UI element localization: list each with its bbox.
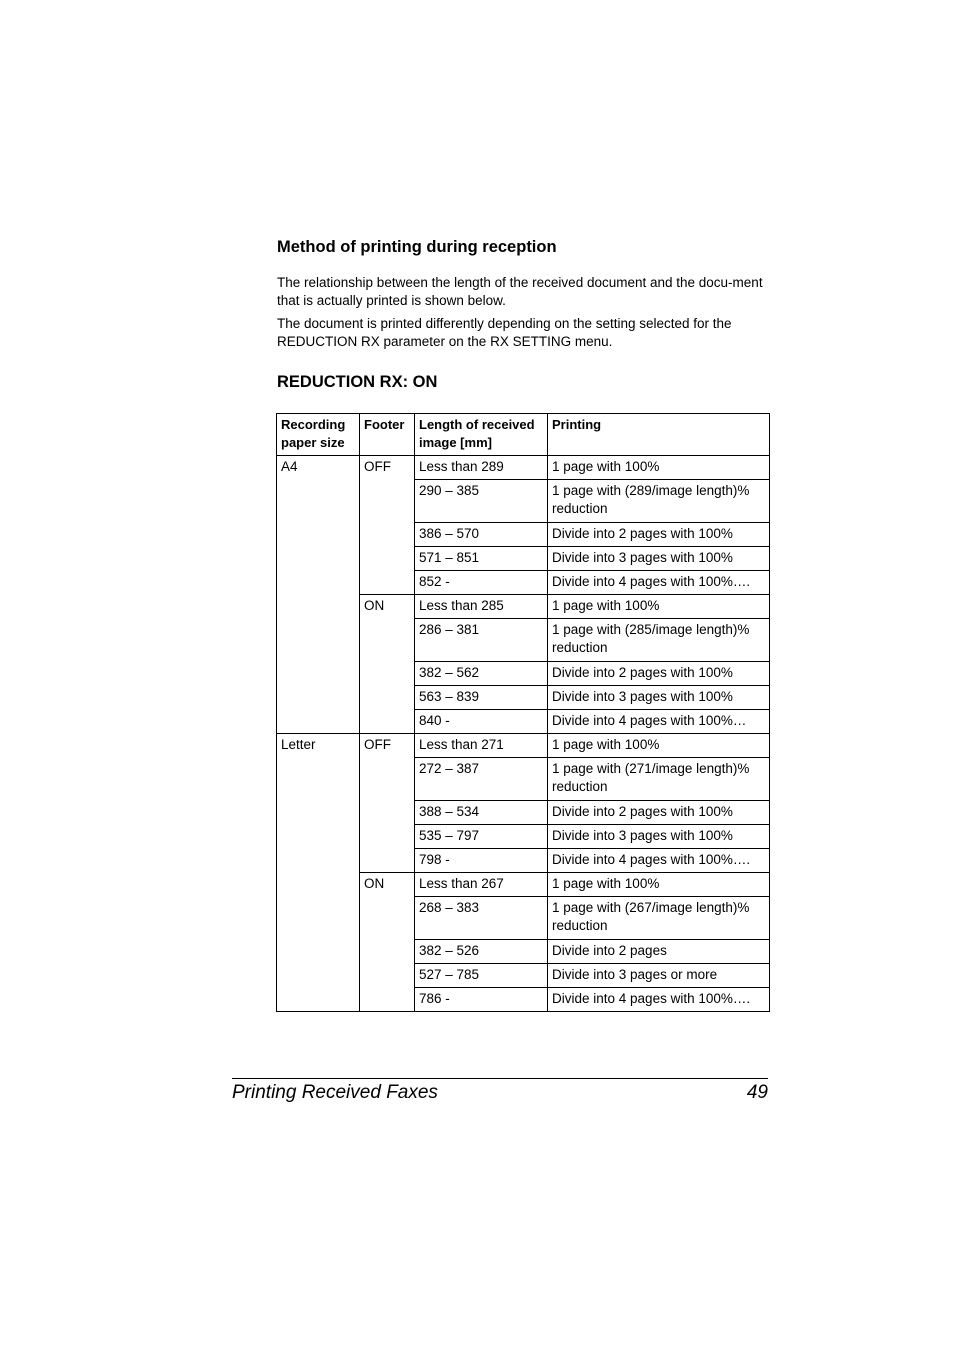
printing-cell: Divide into 4 pages with 100%… [548, 710, 770, 734]
length-cell: Less than 271 [415, 734, 548, 758]
printing-cell: 1 page with 100% [548, 456, 770, 480]
length-cell: 388 – 534 [415, 801, 548, 825]
length-cell: 852 - [415, 571, 548, 595]
footer-title: Printing Received Faxes [232, 1082, 438, 1103]
paper-size-cell: Letter [277, 734, 360, 1012]
length-cell: 272 – 387 [415, 758, 548, 801]
intro-paragraph-2: The document is printed differently depending on the setting selected for the REDUCTION RX parameter on the RX SETTING menu. [277, 316, 732, 349]
length-cell: 535 – 797 [415, 825, 548, 849]
length-cell: Less than 285 [415, 595, 548, 619]
table-header-row [277, 414, 770, 456]
printing-cell: Divide into 2 pages with 100% [548, 662, 770, 686]
paper-size-cell: A4 [277, 456, 360, 734]
footer-cell: OFF [360, 734, 415, 873]
length-cell: Less than 267 [415, 873, 548, 897]
section-title: Method of printing during reception [277, 238, 557, 256]
printing-cell: Divide into 3 pages or more [548, 964, 770, 988]
length-cell: Less than 289 [415, 456, 548, 480]
printing-cell: Divide into 2 pages with 100% [548, 801, 770, 825]
printing-cell: Divide into 4 pages with 100%…. [548, 571, 770, 595]
printing-cell: Divide into 3 pages with 100% [548, 825, 770, 849]
printing-cell: 1 page with 100% [548, 873, 770, 897]
printing-cell: Divide into 3 pages with 100% [548, 547, 770, 571]
subsection-title: REDUCTION RX: ON [277, 373, 438, 391]
length-cell: 290 – 385 [415, 480, 548, 523]
printing-cell: Divide into 2 pages [548, 940, 770, 964]
length-cell: 382 – 562 [415, 662, 548, 686]
length-cell: 527 – 785 [415, 964, 548, 988]
printing-cell: Divide into 4 pages with 100%…. [548, 988, 770, 1012]
length-cell: 382 – 526 [415, 940, 548, 964]
length-cell: 798 - [415, 849, 548, 873]
intro-paragraph-1: The relationship between the length of the received document and the docu-ment that is actually printed is shown below. [277, 275, 763, 308]
length-cell: 786 - [415, 988, 548, 1012]
reception-printing-table [276, 413, 770, 1012]
printing-cell: 1 page with (271/image length)% reduction [548, 758, 770, 801]
printing-cell: Divide into 2 pages with 100% [548, 523, 770, 547]
header-footer: Footer [360, 414, 415, 456]
footer-cell: ON [360, 873, 415, 1012]
page-number: 49 [746, 1082, 768, 1103]
length-cell: 571 – 851 [415, 547, 548, 571]
printing-cell: 1 page with 100% [548, 595, 770, 619]
printing-cell: 1 page with (267/image length)% reduction [548, 897, 770, 940]
table-row [277, 456, 770, 480]
printing-cell: 1 page with (289/image length)% reduction [548, 480, 770, 523]
footer-cell: OFF [360, 456, 415, 595]
printing-cell: Divide into 4 pages with 100%…. [548, 849, 770, 873]
printing-cell: Divide into 3 pages with 100% [548, 686, 770, 710]
footer-divider [232, 1078, 768, 1079]
printing-cell: 1 page with 100% [548, 734, 770, 758]
printing-cell: 1 page with (285/image length)% reduction [548, 619, 770, 662]
header-length: Length of received image [mm] [415, 414, 548, 456]
length-cell: 268 – 383 [415, 897, 548, 940]
footer-cell: ON [360, 595, 415, 734]
length-cell: 563 – 839 [415, 686, 548, 710]
length-cell: 386 – 570 [415, 523, 548, 547]
table-row [277, 734, 770, 758]
header-paper-size: Recording paper size [277, 414, 360, 456]
table-body [277, 456, 770, 1012]
length-cell: 840 - [415, 710, 548, 734]
length-cell: 286 – 381 [415, 619, 548, 662]
header-printing: Printing [548, 414, 770, 456]
